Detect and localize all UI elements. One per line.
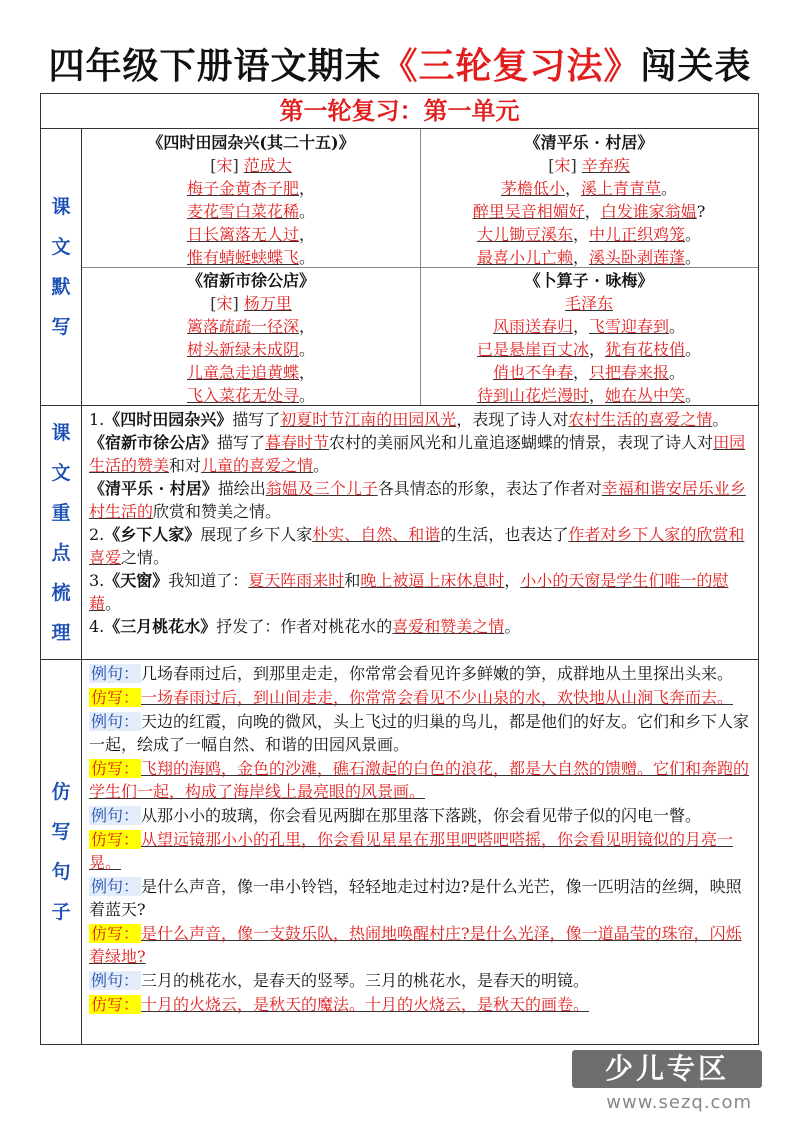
poem-line: 大儿锄豆溪东，中儿正织鸡笼。 [476,225,702,244]
poem-line: 梅子金黄杏子肥， [186,179,316,198]
poem-line: 已是悬崖百丈冰，犹有花枝俏。 [476,340,702,359]
example-sentence: 例句： 从那小小的玻璃，你会看见两脚在那里落下落跳，你会看见带子似的闪电一瞥。 [91,806,702,825]
imitation-tag: 仿写： [91,759,140,778]
notes-list [89,408,752,638]
label-char: 点 [51,541,71,564]
poem-dynasty: 宋 [216,156,233,175]
poem-author: [宋] 范成大 [210,156,292,175]
note-item: 2.《乡下人家》展现了乡下人家朴实、自然、和谐的生活，也表达了作者对乡下人家的欣赏和喜爱之情。 [89,525,745,567]
label-char: 子 [51,901,71,923]
section-label-recite [41,129,82,405]
example-sentence: 例句： 是什么声音，像一串小铃铛，轻轻地走过村边?是什么光芒，像一匹明洁的丝绸，映照着蓝天? [89,877,742,919]
note-item: 4.《三月桃花水》抒发了：作者对桃花水的喜爱和赞美之情。 [89,617,521,636]
round-heading: 第一轮复习：第一单元 [41,94,758,129]
author-name: 范成大 [243,156,292,175]
imitation-sentence: 仿写： 飞翔的海鸥，金色的沙滩，礁石激起的白色的浪花，都是大自然的馈赠。它们和奔跑的学生们一起，构成了海岸线上最亮眼的风景画。 [89,759,750,801]
note-item: 《宿新市徐公店》描写了暮春时节农村的美丽风光和儿童追逐蝴蝶的情景，表现了诗人对田园生活的赞美和对儿童的喜爱之情。 [89,433,746,475]
poem-line: 麦花雪白菜花稀。 [186,202,316,221]
note-item: 3.《天窗》我知道了：夏天阵雨来时和晚上被逼上床休息时，小小的天窗是学生们唯一的慰藉。 [89,571,729,613]
review-table [40,93,759,1045]
poem-line: 惟有蜻蜓蛱蝶飞。 [186,248,316,267]
imitation-tag: 仿写： [91,830,140,849]
example-tag: 例句： [91,806,140,825]
poem-line: 日长篱落无人过， [186,225,316,244]
section-label-writing [41,660,82,1044]
label-char: 梳 [51,581,71,604]
imitation-sentence: 仿写： 十月的火烧云，是秋天的魔法。十月的火烧云，是秋天的画卷。 [91,995,590,1014]
imitation-tag: 仿写： [91,995,140,1014]
watermark [572,1050,762,1113]
watermark-logo: 少儿专区 [572,1050,762,1088]
example-tag: 例句： [91,971,140,990]
poem-grid [82,129,758,405]
author-name: 辛弃疾 [581,156,630,175]
label-char: 句 [51,861,71,883]
example-tag: 例句： [91,877,140,896]
imitation-sentence: 仿写： 是什么声音，像一支鼓乐队，热闹地唤醒村庄?是什么光泽，像一道晶莹的珠帘，闪烁着绿地? [89,924,742,966]
poem-line: 飞入菜花无处寻。 [186,386,316,405]
imitation-tag: 仿写： [91,924,140,943]
poem-line: 树头新绿未成阴。 [186,340,316,359]
poem-title: 《宿新市徐公店》 [186,271,315,290]
poem-line: 风雨送春归，飞雪迎春到。 [492,317,686,336]
watermark-url: www.sezq.com [606,1092,752,1113]
writing-list [89,662,752,1017]
poem-line: 醉里吴音相媚好，白发谁家翁媪? [472,202,706,221]
section-label-notes [41,406,82,659]
title-main: 四年级下册语文期末 [48,46,382,87]
label-char: 写 [51,316,71,338]
page-title [0,38,800,89]
label-char: 仿 [51,781,71,803]
poem-author: [宋] 杨万里 [210,294,292,313]
section-recite [41,129,758,406]
title-tail: 闯关表 [640,46,752,87]
poem-dynasty: 宋 [554,156,571,175]
section-writing [41,660,758,1044]
poem-line: 最喜小儿亡赖，溪头卧剥莲蓬。 [476,248,702,267]
poem-title: 《四时田园杂兴(其二十五)》 [147,133,355,152]
poem-xuxinshi [82,267,421,405]
label-char: 重 [51,501,71,524]
poem-author: [宋] 辛弃疾 [548,156,630,175]
note-item: 1.《四时田园杂兴》描写了初夏时节江南的田园风光，表现了诗人对农村生活的喜爱之情。 [89,410,729,429]
imitation-tag: 仿写： [91,688,140,707]
poem-line: 俏也不争春，只把春来报。 [492,363,686,382]
poem-line: 茅檐低小，溪上青青草。 [500,179,678,198]
example-sentence: 例句： 几场春雨过后，到那里走走，你常常会看见许多鲜嫩的笋，成群地从土里探出头来。 [91,664,734,683]
label-char: 文 [51,236,71,258]
label-char: 课 [51,196,71,218]
example-tag: 例句： [91,664,140,683]
author-name: 毛泽东 [564,294,613,313]
poem-title: 《卜算子 · 咏梅》 [524,271,654,290]
label-char: 默 [51,276,71,298]
poem-line: 篱落疏疏一径深， [186,317,316,336]
note-item: 《清平乐 · 村居》描绘出翁媪及三个儿子各具情态的形象，表达了作者对幸福和谐安居乐业乡村生活的欣赏和赞美之情。 [89,479,746,521]
example-tag: 例句： [91,712,140,731]
poem-author [420,292,758,315]
imitation-sentence: 仿写： 一场春雨过后，到山间走走，你常常会看见不少山泉的水，欢快地从山涧飞奔而去。 [91,688,734,707]
author-name: 杨万里 [243,294,292,313]
imitation-sentence: 仿写： 从望远镜那小小的孔里，你会看见星星在那里吧嗒吧嗒摇，你会看见明镜似的月亮一晃。 [89,830,734,872]
example-sentence: 例句： 三月的桃花水，是春天的竖琴。三月的桃花水，是春天的明镜。 [91,971,590,990]
example-sentence: 例句： 天边的红霞，向晚的微风，头上飞过的归巢的鸟儿，都是他们的好友。它们和乡下人家一起，绘成了一幅自然、和谐的田园风景画。 [89,712,750,754]
title-highlight: 《三轮复习法》 [381,46,641,87]
label-char: 文 [51,461,71,484]
poem-title: 《清平乐 · 村居》 [524,133,654,152]
label-char: 写 [51,821,71,843]
label-char: 理 [51,621,71,644]
poem-sishi [82,129,421,268]
poem-dynasty: 宋 [216,294,233,313]
section-notes [41,406,758,660]
poem-line: 儿童急走追黄蝶， [186,363,316,382]
poem-yongmei [420,267,758,405]
poem-qingpingle [420,129,758,268]
poem-line: 待到山花烂漫时，她在丛中笑。 [476,386,702,405]
label-char: 课 [51,421,71,444]
